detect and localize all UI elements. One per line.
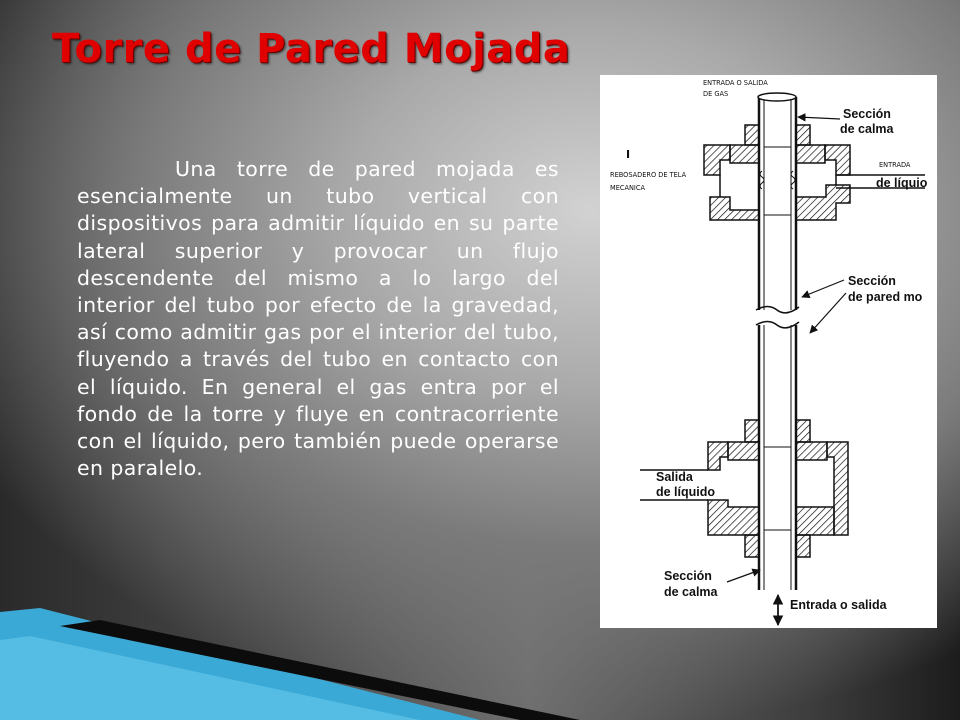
label-wetted-1: Sección: [848, 274, 896, 288]
tower-drawing: [600, 75, 937, 628]
black-stripe: [60, 620, 580, 720]
slide-body-text: Una torre de pared mojada es esencialmente un tubo vertical con dispositivos para admitir líquido en su parte lateral superior y provocar un flujo descendente del mismo a lo largo del interior del tubo por efecto de la gravedad, así como admitir gas por el interior del tubo, fluyendo a través del tubo en contacto con el líquido. En general el gas entra por el fondo de la torre y fluye en contracorriente con el líquido, pero también puede operarse en paralelo.: [77, 157, 559, 481]
label-liquid-out-1: Salida: [656, 470, 693, 484]
label-calm-top-2: de calma: [840, 122, 894, 136]
slide-title: Torre de Pared Mojada: [52, 26, 571, 72]
upper-tube: [756, 93, 799, 313]
label-liquid-out-2: de líquido: [656, 485, 716, 499]
label-liquid-in-large: de líquio: [876, 176, 928, 190]
label-top-gas-1: ENTRADA O SALIDA: [703, 79, 768, 87]
label-liquid-in-small: ENTRADA: [879, 161, 911, 169]
label-marker: I: [626, 148, 631, 161]
label-calm-bottom-1: Sección: [664, 569, 712, 583]
blue-stripe: [0, 608, 480, 720]
lower-tube: [756, 322, 799, 591]
label-overflow-2: MECANICA: [610, 184, 645, 192]
light-blue-stripe: [0, 636, 420, 720]
label-top-gas-2: DE GAS: [703, 90, 729, 98]
wetted-wall-tower-diagram: [600, 75, 937, 628]
label-calm-bottom-2: de calma: [664, 585, 718, 599]
label-bottom-gas: Entrada o salida: [790, 598, 887, 612]
label-calm-top-1: Sección: [843, 107, 891, 121]
label-overflow-1: REBOSADERO DE TELA: [610, 171, 687, 179]
upper-head: [704, 125, 925, 220]
label-wetted-2: de pared mo: [848, 290, 923, 304]
